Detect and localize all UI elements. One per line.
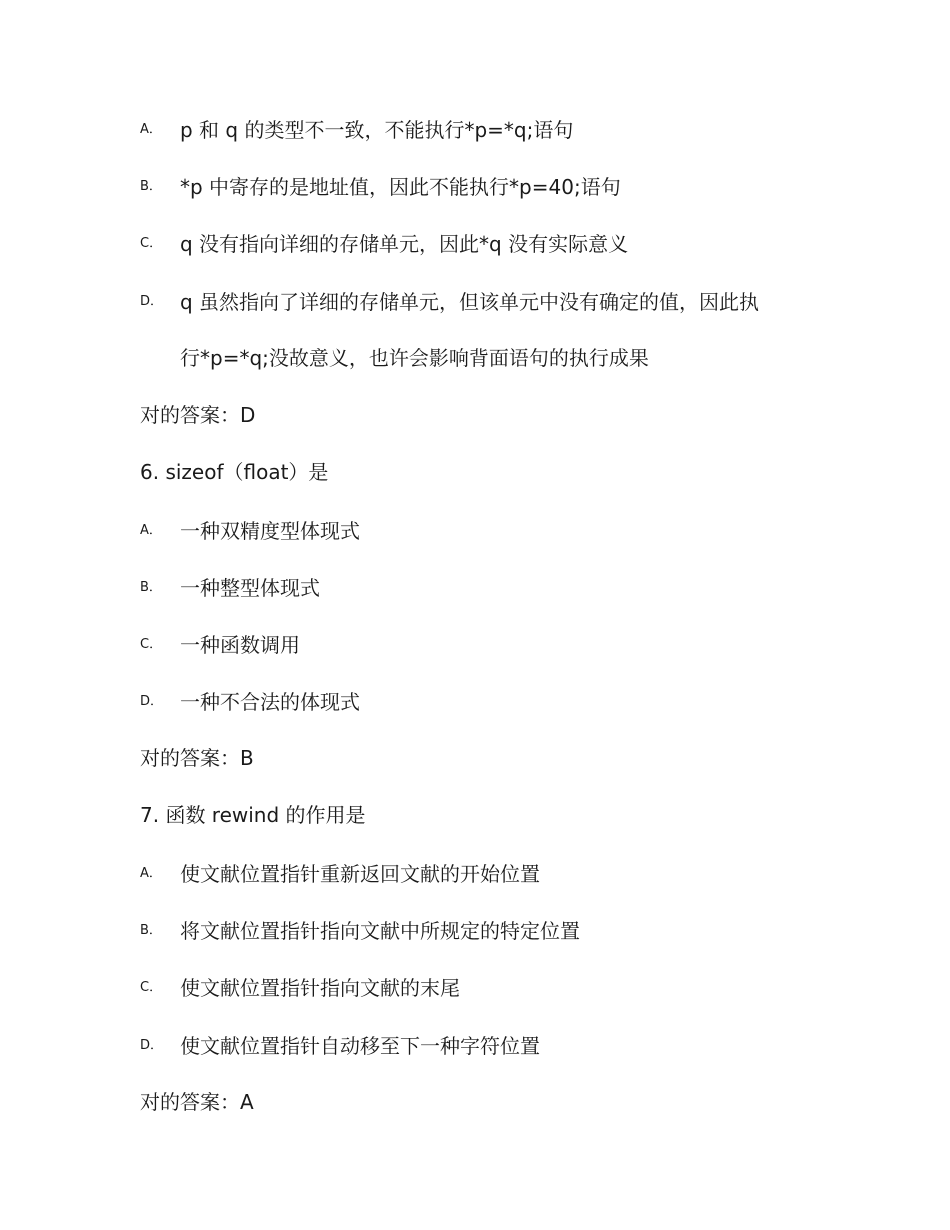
option-text: 一种整型体现式 <box>180 575 320 600</box>
q5-option-c <box>140 229 628 257</box>
option-letter: D． <box>140 293 164 309</box>
q7-option-c <box>140 973 460 1001</box>
option-letter: A． <box>140 865 162 881</box>
option-letter: A． <box>140 522 162 538</box>
option-text: 将文献位置指针指向文献中所规定的特定位置 <box>180 918 580 943</box>
option-letter: A． <box>140 121 162 137</box>
option-letter: B． <box>140 579 162 595</box>
q6-answer: 对的答案：B <box>140 746 254 770</box>
q7-question: 7. 函数 rewind 的作用是 <box>140 803 366 827</box>
q6-option-a <box>140 516 360 544</box>
q6-option-b <box>140 573 320 601</box>
option-text: 一种函数调用 <box>180 632 300 657</box>
option-text: 一种双精度型体现式 <box>180 518 360 543</box>
option-text: 使文献位置指针自动移至下一种字符位置 <box>180 1033 540 1058</box>
q5-option-b <box>140 172 621 200</box>
option-text: 使文献位置指针指向文献的末尾 <box>180 975 460 1000</box>
option-letter: C． <box>140 979 163 995</box>
option-text: q 没有指向详细的存储单元，因此*q 没有实际意义 <box>180 231 629 256</box>
q5-option-d-continuation: 行*p=*q;没故意义，也许会影响背面语句的执行成果 <box>180 346 649 370</box>
q6-option-d <box>140 687 360 715</box>
option-letter: D． <box>140 1037 164 1053</box>
option-letter: C． <box>140 636 163 652</box>
q6-question: 6. sizeof（float）是 <box>140 460 329 484</box>
q7-option-b <box>140 916 580 944</box>
q7-option-a <box>140 859 540 887</box>
option-text: *p 中寄存的是地址值，因此不能执行*p=40;语句 <box>180 174 621 199</box>
option-text: p 和 q 的类型不一致，不能执行*p=*q;语句 <box>180 117 574 142</box>
q5-option-a <box>140 115 573 143</box>
option-letter: C． <box>140 235 163 251</box>
q7-answer: 对的答案：A <box>140 1090 254 1114</box>
option-letter: D． <box>140 693 164 709</box>
option-letter: B． <box>140 178 162 194</box>
q6-option-c <box>140 630 300 658</box>
option-text: 一种不合法的体现式 <box>180 689 360 714</box>
q5-option-d <box>140 287 759 315</box>
q7-option-d <box>140 1031 540 1059</box>
option-letter: B． <box>140 922 162 938</box>
option-text: 使文献位置指针重新返回文献的开始位置 <box>180 861 540 886</box>
q5-answer: 对的答案：D <box>140 403 256 427</box>
option-text: q 虽然指向了详细的存储单元，但该单元中没有确定的值，因此执 <box>180 289 760 314</box>
